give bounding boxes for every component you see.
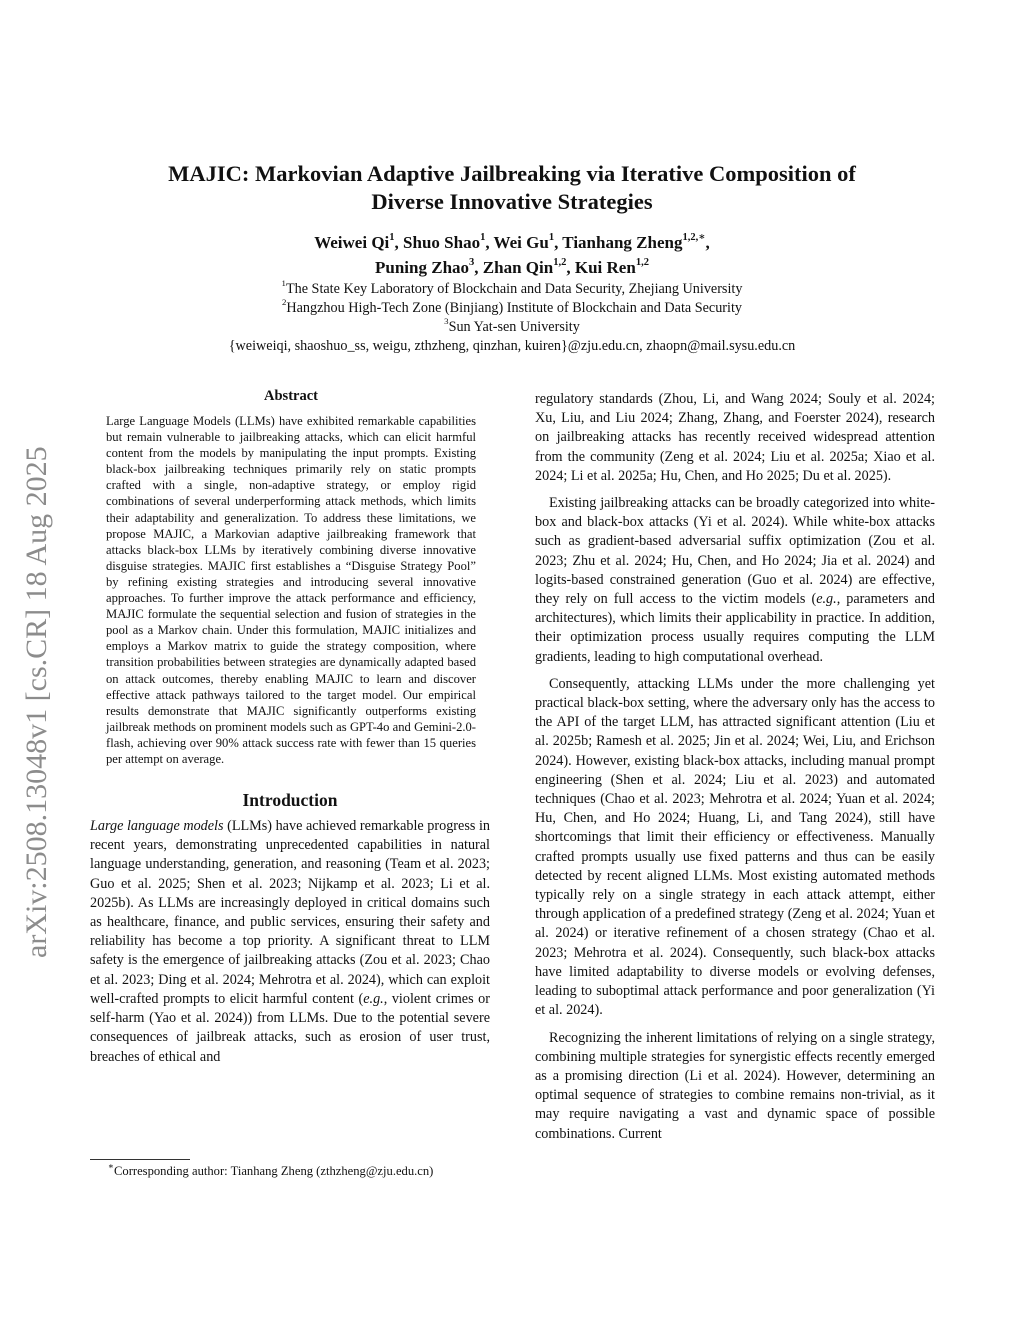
- footnote-text: Corresponding author: Tianhang Zheng (zthzheng@zju.edu.cn): [114, 1164, 434, 1178]
- author-name: Kui Ren: [574, 258, 636, 277]
- right-p2-part-a: Existing jailbreaking attacks can be broadly categorized into white-box and black-box attacks (Yi et al. 2024). While white-box attacks such as gradient-based adversarial suffix optimization (Zou et al. 2023; Zhu et al. 2024; Hu, Chen, and Ho 2024; Jia et al. 2024) and logits-based constrained generation (Guo et al. 2024) are effective, they rely on full access to the victim models (: [535, 495, 935, 608]
- right-paragraph-4: Recognizing the inherent limitations of relying on a single strategy, combining multiple strategies for synergistic effects recently emerged as a promising direction (Li et al. 2024). However, determining an optimal sequence of strategies to combine remains non-trivial, as it may require navigating a vast and dynamic space of possible combinations. Current: [535, 1029, 935, 1142]
- affiliation-text: Sun Yat-sen University: [448, 319, 580, 335]
- affiliation-mark: 2: [281, 296, 287, 307]
- author-separator: ,: [394, 233, 404, 252]
- affiliation-line: [100, 296, 924, 318]
- author-affiliation-mark: 1: [389, 231, 395, 243]
- left-column: [90, 388, 490, 1067]
- author-list: [100, 230, 924, 280]
- author-separator: ,: [705, 233, 710, 252]
- introduction-heading: Introduction: [242, 790, 338, 811]
- arxiv-identifier-text: arXiv:2508.13048v1 [cs.CR] 18 Aug 2025: [20, 446, 53, 958]
- author-name: Tianhang Zheng: [562, 233, 683, 252]
- intro-text-part-b: , violent crimes or self-harm (Yao et al. 2024)) from LLMs. Due to the potential severe consequences of jailbreak attacks, such as erosion of user trust, breaches of ethical and: [90, 990, 490, 1065]
- right-p2-part-b: , parameters and architectures), which limits their applicability in practice. In addition, their optimization process usually requires computing the LLM gradients, leading to high computational overhead.: [535, 591, 936, 665]
- affiliation-text: Hangzhou High-Tech Zone (Binjiang) Institute of Blockchain and Data Security: [286, 300, 743, 316]
- abstract-text: Large Language Models (LLMs) have exhibited remarkable capabilities but remain vulnerable to jailbreaking attacks, which can elicit harmful content from the models by manipulating the input prompts. Existing black-box jailbreaking techniques primarily rely on static prompts crafted with a single, non-adaptive strategy, or employ rigid combinations of several underperforming attack methods, which limits their adaptability and generalization. To address these limitations, we propose MAJIC, a Markovian adaptive jailbreaking framework that attacks black-box LLMs by iteratively combining diverse innovative disguise strategies. MAJIC first establishes a “Disguise Strategy Pool” by refining existing strategies and introducing several innovative approaches. To further improve the attack performance and efficiency, MAJIC formulate the sequential selection and fusion of strategies in the pool as a Markov chain. Under this formulation, MAJIC initializes and employs a Markov matrix to guide the strategy composition, where transition probabilities between strategies are dynamically adapted based on attack outcomes, thereby enabling MAJIC to learn and discover effective attack pathways tailored to the target model. Our empirical results demonstrate that MAJIC significantly outperforms existing jailbreak methods on prominent models such as GPT-4o and Gemini-2.0-flash, achieving over 90% attack success rate with fewer than 15 queries per attempt on average.: [106, 414, 476, 766]
- author-affiliation-mark: 1,2,∗: [682, 231, 706, 243]
- author-name: Zhan Qin: [482, 258, 554, 277]
- author-name: Shuo Shao: [403, 233, 481, 252]
- footnote-rule: [90, 1159, 190, 1160]
- author-name: Wei Gu: [493, 233, 549, 252]
- intro-eg: e.g.: [363, 990, 384, 1007]
- affiliation-mark: 1: [281, 277, 286, 288]
- affiliation-line: [100, 315, 924, 337]
- affiliation-list: [100, 277, 924, 356]
- intro-text-part-a: (LLMs) have achieved remarkable progress in recent years, demonstrating unprecedented capabilities in natural language understanding, generation, and reasoning (Team et al. 2023; Guo et al. 2025; Shen et al. 2023; Nijkamp et al. 2023; Li et al. 2025b). As LLMs are increasingly deployed in critical domains such as healthcare, finance, and public services, ensuring their safety and reliability has become a top priority. A significant threat to LLM safety is the emergence of jailbreaking attacks (Zou et al. 2023; Chao et al. 2023; Ding et al. 2024; Mehrotra et al. 2024), which can exploit well-crafted prompts to elicit harmful content (: [90, 818, 490, 1007]
- right-column: [535, 390, 935, 1144]
- intro-lead-term: Large language models: [90, 818, 224, 835]
- abstract-section: [106, 388, 476, 767]
- author-affiliation-mark: 1,2: [553, 256, 567, 268]
- author-emails: {weiweiqi, shaoshuo_ss, weigu, zthzheng, qinzhan, kuiren}@zju.edu.cn, zhaopn@mail.sysu.edu.cn: [228, 338, 796, 354]
- affiliation-line: [100, 277, 924, 299]
- right-paragraph-2: [535, 494, 935, 667]
- title-line-2: Diverse Innovative Strategies: [371, 189, 653, 214]
- author-affiliation-mark: 3: [469, 256, 475, 268]
- right-p2-eg: e.g.: [816, 591, 837, 608]
- author-name: Puning Zhao: [375, 258, 470, 277]
- author-separator: ,: [566, 258, 575, 277]
- title-line-1: MAJIC: Markovian Adaptive Jailbreaking via Iterative Composition of: [168, 161, 856, 186]
- introduction-paragraph: [90, 817, 490, 1067]
- author-separator: ,: [474, 258, 483, 277]
- paper-title: [100, 160, 924, 216]
- author-name: Weiwei Qi: [314, 233, 390, 252]
- right-paragraph-1: regulatory standards (Zhou, Li, and Wang 2024; Souly et al. 2024; Xu, Liu, and Liu 2024; Zhang, Zhang, and Foerster 2024), research on jailbreaking attacks has recently received widespread attention from the community (Zeng et al. 2024; Liu et al. 2025a; Xiao et al. 2024; Li et al. 2025a; Hu, Chen, and Ho 2025; Du et al. 2025).: [535, 391, 935, 484]
- author-affiliation-mark: 1: [480, 231, 486, 243]
- right-paragraph-3: Consequently, attacking LLMs under the more challenging yet practical black-box setting, where the adversary only has the access to the API of the target LLM, has attracted significant attention (Liu et al. 2025b; Ramesh et al. 2025; Jin et al. 2024; Wei, Liu, and Erichson 2024). However, existing black-box attacks, including manual prompt engineering (Shen et al. 2024; Liu et al. 2023) and automated techniques (Chao et al. 2023; Mehrotra et al. 2024; Yuan et al. 2024; Hu, Chen, and Ho 2024; Huang, Li, and Tang 2024), still have shortcomings that limit their efficiency or effectiveness. Manually crafted prompts usually use fixed patterns and thus can be easily detected by recent aligned LLMs. Most existing automated methods typically rely on a single strategy in each attack attempt, either through application of a predefined strategy (Zeng et al. 2024; Yuan et al. 2024) or iterative refinement of a chosen strategy (Chao et al. 2023; Mehrotra et al. 2024). Consequently, such black-box attacks have limited adaptability to diverse models or evolving defenses, leading to suboptimal attack performance and poor generalization (Yi et al. 2024).: [535, 675, 935, 1019]
- footnote: [90, 1160, 490, 1179]
- affiliation-mark: 3: [444, 315, 449, 326]
- author-affiliation-mark: 1,2: [635, 256, 649, 268]
- author-separator: ,: [485, 233, 494, 252]
- author-separator: ,: [554, 233, 563, 252]
- affiliation-text: The State Key Laboratory of Blockchain and Data Security, Zhejiang University: [285, 281, 743, 297]
- author-affiliation-mark: 1: [548, 231, 555, 243]
- footnote-mark: ∗: [108, 1160, 114, 1171]
- abstract-heading: Abstract: [264, 388, 318, 404]
- arxiv-identifier-stamp: [16, 372, 58, 958]
